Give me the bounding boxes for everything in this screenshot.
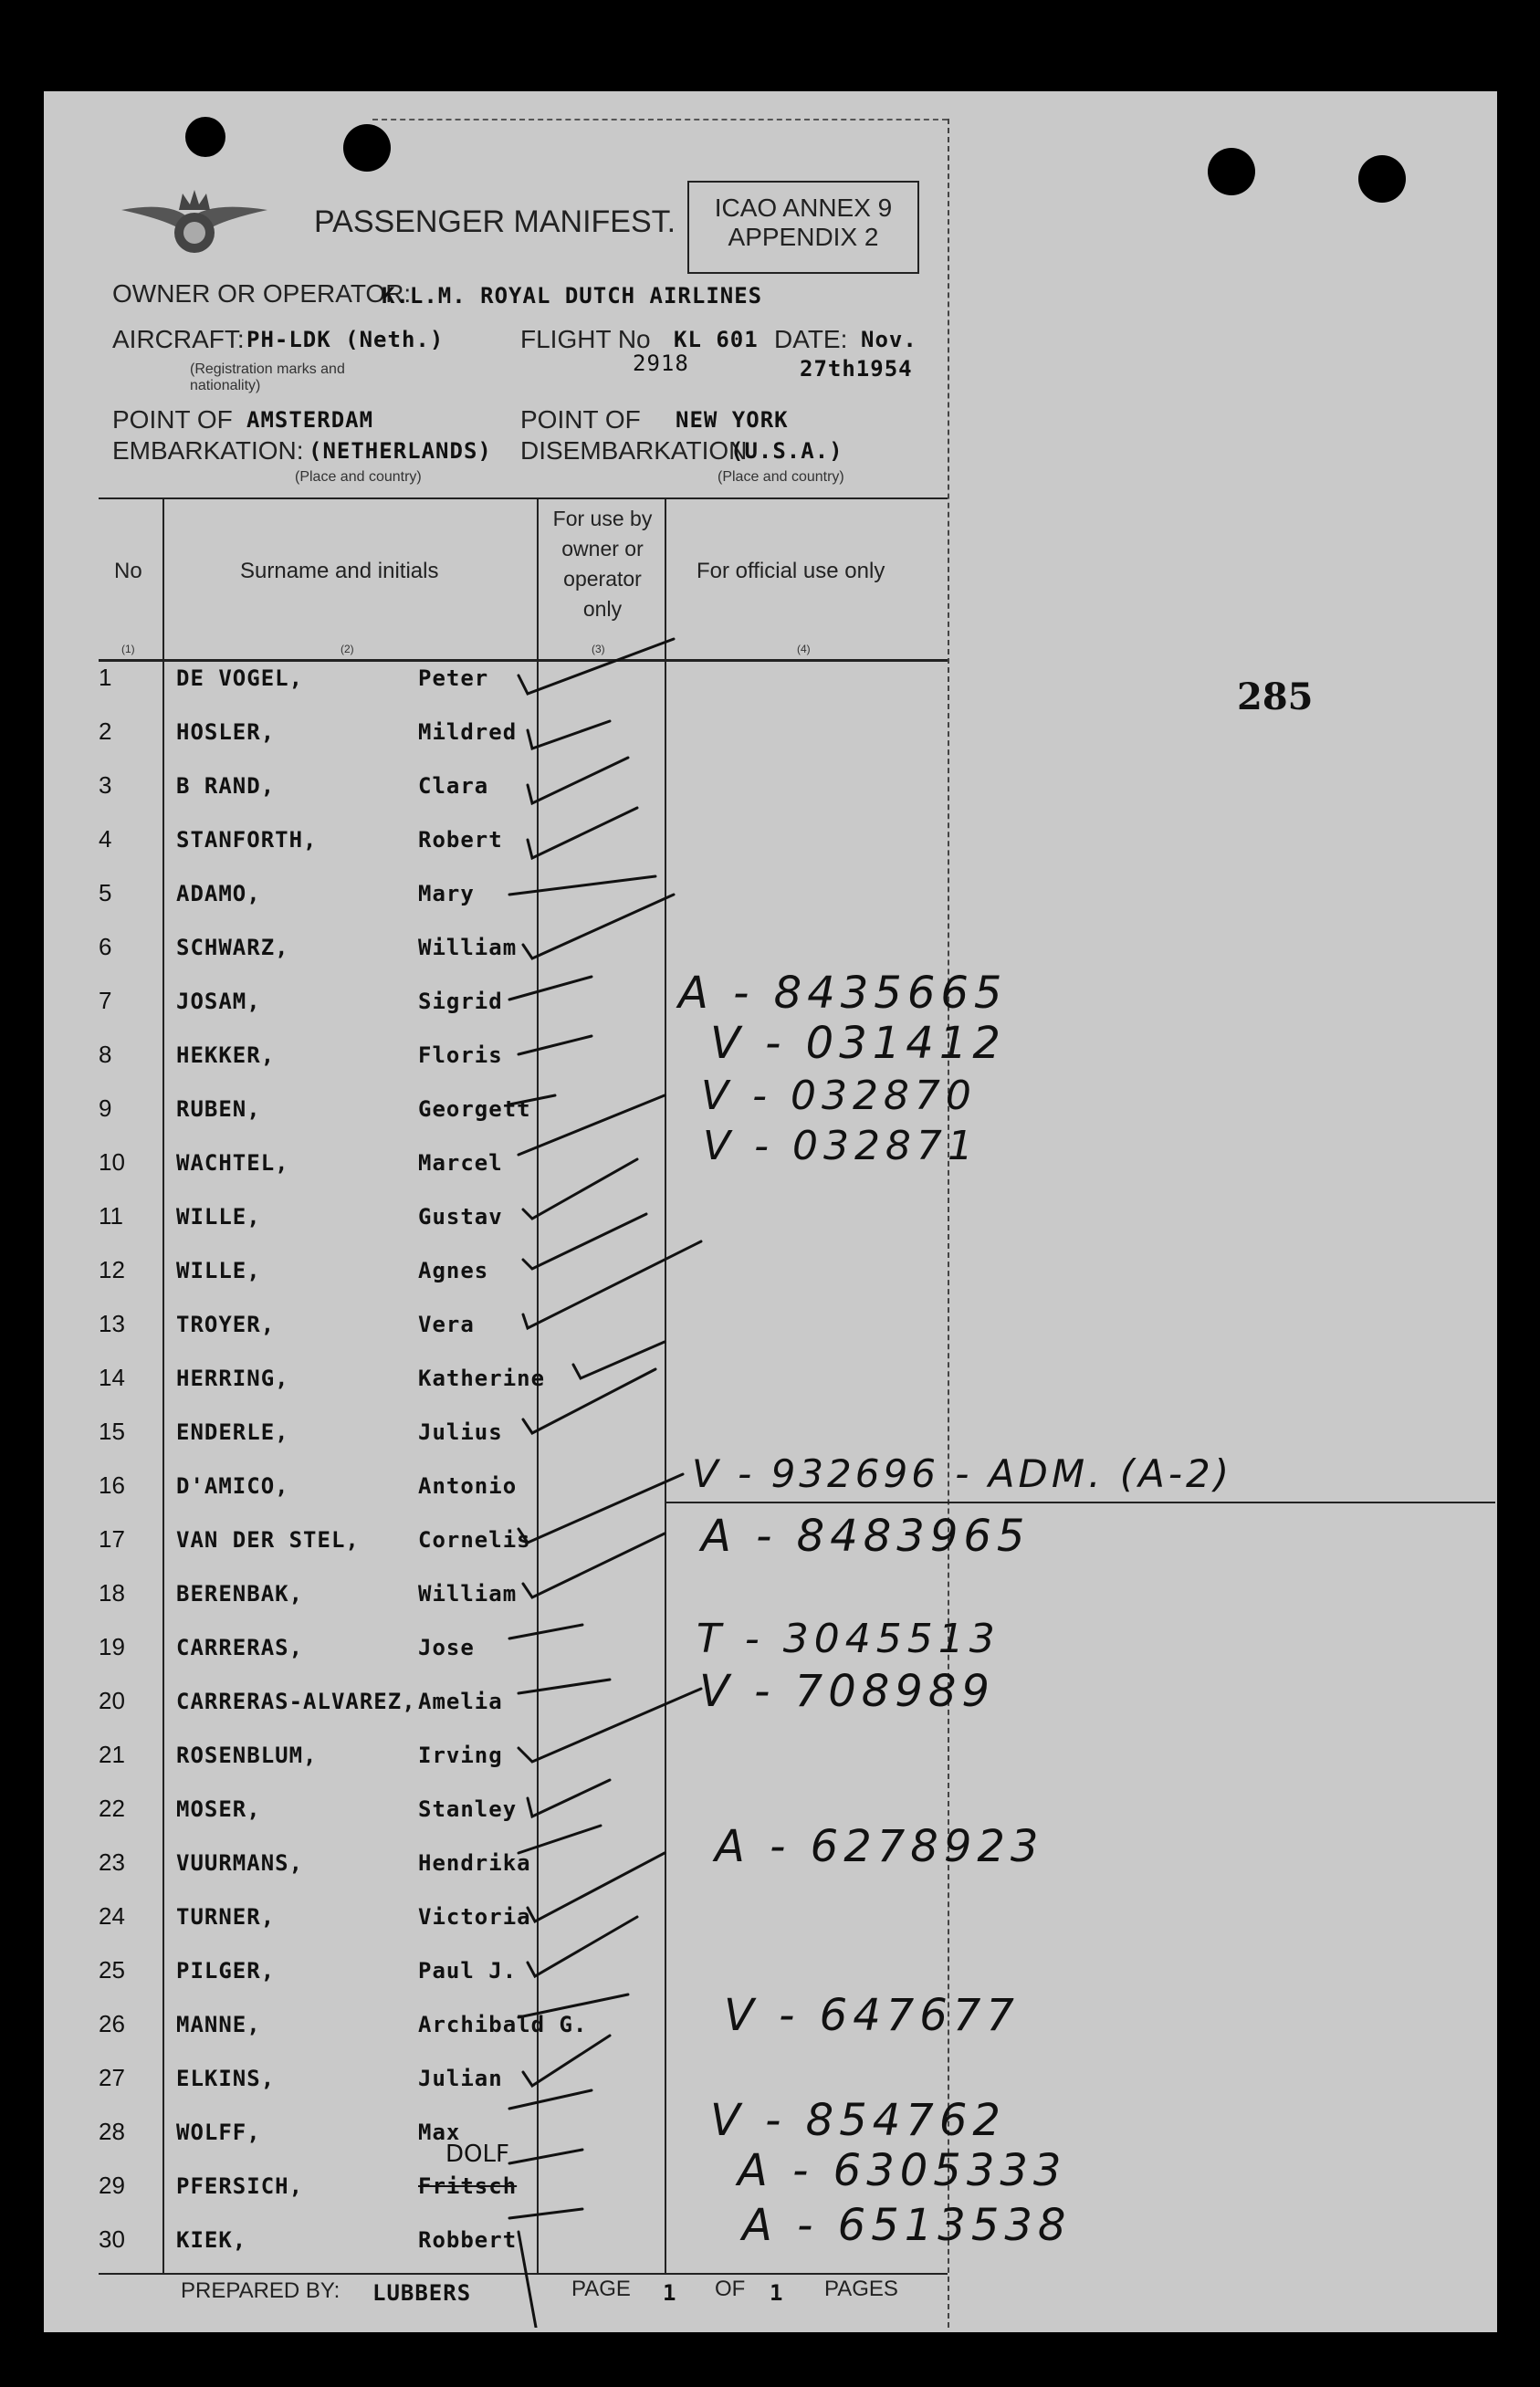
passenger-surname: WACHTEL,: [176, 1150, 289, 1176]
page-number: 1: [663, 2280, 677, 2306]
row-number: 22: [99, 1795, 125, 1822]
handwritten-entry: V - 647677: [724, 1990, 1020, 2041]
passenger-given-name: Hendrika: [418, 1850, 531, 1876]
of-label: OF: [715, 2277, 746, 2301]
handwritten-entry: A - 8435665: [678, 968, 1008, 1019]
passenger-surname: HEKKER,: [176, 1042, 276, 1068]
row-number: 23: [99, 1848, 125, 1876]
passenger-given-name: Victoria: [418, 1904, 531, 1930]
aircraft-value: PH-LDK (Neth.): [246, 327, 445, 352]
passenger-given-name: Antonio: [418, 1473, 518, 1499]
punch-hole: [1358, 155, 1406, 203]
row-number: 10: [99, 1148, 125, 1176]
handwritten-entry: V - 032870: [701, 1073, 977, 1119]
passenger-surname: MANNE,: [176, 2012, 261, 2037]
row-number: 11: [99, 1202, 123, 1230]
passenger-surname: SCHWARZ,: [176, 935, 289, 960]
flight-value: KL 601: [674, 327, 759, 352]
passenger-surname: MOSER,: [176, 1796, 261, 1822]
disembark-point-label: POINT OF: [520, 405, 641, 434]
row-number: 9: [99, 1094, 112, 1122]
manifest-title: PASSENGER MANIFEST.: [314, 204, 676, 239]
passenger-given-name: Mildred: [418, 719, 518, 745]
row-number: 15: [99, 1418, 125, 1445]
passenger-surname: KIEK,: [176, 2227, 247, 2253]
passenger-given-name: Paul J.: [418, 1958, 518, 1984]
passenger-given-name: Mary: [418, 881, 475, 906]
icao-line-2: APPENDIX 2: [728, 223, 879, 251]
of-number: 1: [770, 2280, 784, 2306]
col-index-2: (2): [340, 643, 354, 655]
passenger-given-name: William: [418, 935, 518, 960]
passenger-surname: ELKINS,: [176, 2066, 276, 2091]
owner-value: K.L.M. ROYAL DUTCH AIRLINES: [382, 283, 763, 309]
row-number: 26: [99, 2010, 125, 2037]
handwritten-entry: A - 8483965: [701, 1511, 1031, 1562]
embark-place-note: (Place and country): [295, 469, 422, 485]
passenger-surname: ROSENBLUM,: [176, 1743, 318, 1768]
row-number: 12: [99, 1256, 125, 1283]
passenger-given-name: Sigrid: [418, 989, 503, 1014]
handwritten-entry: A - 6513538: [742, 2200, 1072, 2251]
passenger-surname: BERENBAK,: [176, 1581, 304, 1607]
passenger-surname: ADAMO,: [176, 881, 261, 906]
row-number: 17: [99, 1525, 125, 1553]
col-index-1: (1): [121, 643, 135, 655]
passenger-given-name: Julian: [418, 2066, 503, 2091]
passenger-surname: VAN DER STEL,: [176, 1527, 360, 1553]
handwritten-entry: V - 031412: [710, 1018, 1006, 1069]
col-index-4: (4): [797, 643, 811, 655]
handwritten-entry: V - 932696 - ADM. (A-2): [692, 1451, 1233, 1496]
embark-value-city: AMSTERDAM: [246, 407, 374, 433]
handwritten-entry: V - 032871: [703, 1123, 979, 1169]
date-value-day-year: 27th1954: [800, 356, 913, 382]
embark-point-label: POINT OF: [112, 405, 233, 434]
passenger-given-name: Agnes: [418, 1258, 489, 1283]
row-number: 4: [99, 825, 112, 853]
passenger-surname: CARRERAS,: [176, 1635, 304, 1660]
row-number: 1: [99, 664, 112, 691]
passenger-given-name: Amelia: [418, 1689, 503, 1714]
disembark-place-note: (Place and country): [718, 469, 844, 485]
check-mark-icons: [509, 639, 701, 2328]
row-number: 2: [99, 717, 112, 745]
row-number: 25: [99, 1956, 125, 1984]
passenger-surname: VUURMANS,: [176, 1850, 304, 1876]
icao-line-1: ICAO ANNEX 9: [714, 194, 893, 222]
passenger-surname: WOLFF,: [176, 2120, 261, 2145]
passenger-given-name: Floris: [418, 1042, 503, 1068]
flight-handwritten-number: 2918: [633, 351, 689, 376]
passenger-surname: HOSLER,: [176, 719, 276, 745]
disembark-label: DISEMBARKATION: [520, 436, 748, 465]
row-number: 28: [99, 2118, 125, 2145]
passenger-given-name: Stanley: [418, 1796, 518, 1822]
embark-label: EMBARKATION:: [112, 436, 304, 465]
passenger-given-name: William: [418, 1581, 518, 1607]
prepared-by-value: LUBBERS: [372, 2280, 472, 2306]
passenger-surname: WILLE,: [176, 1258, 261, 1283]
prepared-by-label: PREPARED BY:: [181, 2278, 340, 2303]
disembark-value-country: (U.S.A.): [730, 438, 843, 464]
col-header-no: No: [114, 559, 142, 583]
passenger-given-name: Irving: [418, 1743, 503, 1768]
row-number: 20: [99, 1687, 125, 1714]
passenger-surname: DE VOGEL,: [176, 665, 304, 691]
passenger-given-name: Vera: [418, 1312, 475, 1337]
manifest-sheet: [44, 91, 1497, 2332]
handwritten-entry: V - 854762: [710, 2095, 1006, 2146]
page-stamp-number: 285: [1237, 675, 1314, 718]
passenger-surname: PILGER,: [176, 1958, 276, 1984]
row-number: 19: [99, 1633, 125, 1660]
passenger-given-name: Fritsch: [418, 2173, 518, 2199]
punch-hole: [1208, 148, 1255, 195]
handwritten-entry: A - 6305333: [738, 2145, 1067, 2196]
passenger-given-name: Julius: [418, 1419, 503, 1445]
passenger-surname: HERRING,: [176, 1366, 289, 1391]
row-number: 30: [99, 2225, 125, 2253]
passenger-surname: D'AMICO,: [176, 1473, 289, 1499]
passenger-surname: TURNER,: [176, 1904, 276, 1930]
row-number: 13: [99, 1310, 125, 1337]
passenger-surname: ENDERLE,: [176, 1419, 289, 1445]
col-index-3: (3): [592, 643, 605, 655]
passenger-given-name: Gustav: [418, 1204, 503, 1230]
passenger-surname: TROYER,: [176, 1312, 276, 1337]
passenger-surname: STANFORTH,: [176, 827, 318, 853]
handwritten-entry: V - 708989: [699, 1666, 995, 1717]
passenger-given-name: Cornelis: [418, 1527, 531, 1553]
passenger-surname: B RAND,: [176, 773, 276, 799]
row-number: 16: [99, 1471, 125, 1499]
date-label: DATE:: [774, 325, 848, 353]
aircraft-note: (Registration marks and nationality): [190, 361, 345, 393]
check-marks-overlay: [44, 91, 957, 2328]
passenger-given-name: Max: [418, 2120, 461, 2145]
row-number: 18: [99, 1579, 125, 1607]
passenger-surname: PFERSICH,: [176, 2173, 304, 2199]
disembark-value-city: NEW YORK: [676, 407, 789, 433]
passenger-surname: WILLE,: [176, 1204, 261, 1230]
passenger-given-name: Georgett: [418, 1096, 531, 1122]
passenger-given-name: Peter: [418, 665, 489, 691]
passenger-surname: RUBEN,: [176, 1096, 261, 1122]
row-number: 24: [99, 1902, 125, 1930]
passenger-given-name: Robert: [418, 827, 503, 853]
row-number: 21: [99, 1741, 125, 1768]
handwritten-name-correction: DOLF: [445, 2141, 509, 2168]
passenger-given-name: Katherine: [418, 1366, 546, 1391]
handwritten-entry: A - 6278923: [715, 1821, 1044, 1872]
passenger-surname: CARRERAS-ALVAREZ,: [176, 1689, 416, 1714]
col-header-surname: Surname and initials: [240, 559, 439, 583]
page-label: PAGE: [571, 2277, 631, 2301]
handwritten-entry: T - 3045513: [697, 1616, 1000, 1662]
passenger-given-name: Jose: [418, 1635, 475, 1660]
passenger-given-name: Clara: [418, 773, 489, 799]
passenger-surname: JOSAM,: [176, 989, 261, 1014]
date-value-month: Nov.: [861, 327, 917, 352]
passenger-given-name: Robbert: [418, 2227, 518, 2253]
row-number: 14: [99, 1364, 125, 1391]
row-number: 7: [99, 987, 112, 1014]
embark-value-country: (NETHERLANDS): [309, 438, 492, 464]
row-number: 29: [99, 2172, 125, 2199]
passenger-given-name: Archibald G.: [418, 2012, 588, 2037]
passenger-given-name: Marcel: [418, 1150, 503, 1176]
col-header-operator: For use by owner or operator only: [552, 507, 653, 621]
flight-label: FLIGHT No: [520, 325, 651, 353]
owner-label: OWNER OR OPERATOR:: [112, 279, 412, 308]
row-number: 8: [99, 1041, 112, 1068]
row-number: 3: [99, 771, 112, 799]
row-number: 27: [99, 2064, 125, 2091]
aircraft-label: AIRCRAFT:: [112, 325, 245, 353]
row-number: 6: [99, 933, 112, 960]
pages-label: PAGES: [824, 2277, 898, 2301]
col-header-official: For official use only: [697, 559, 885, 583]
row-number: 5: [99, 879, 112, 906]
